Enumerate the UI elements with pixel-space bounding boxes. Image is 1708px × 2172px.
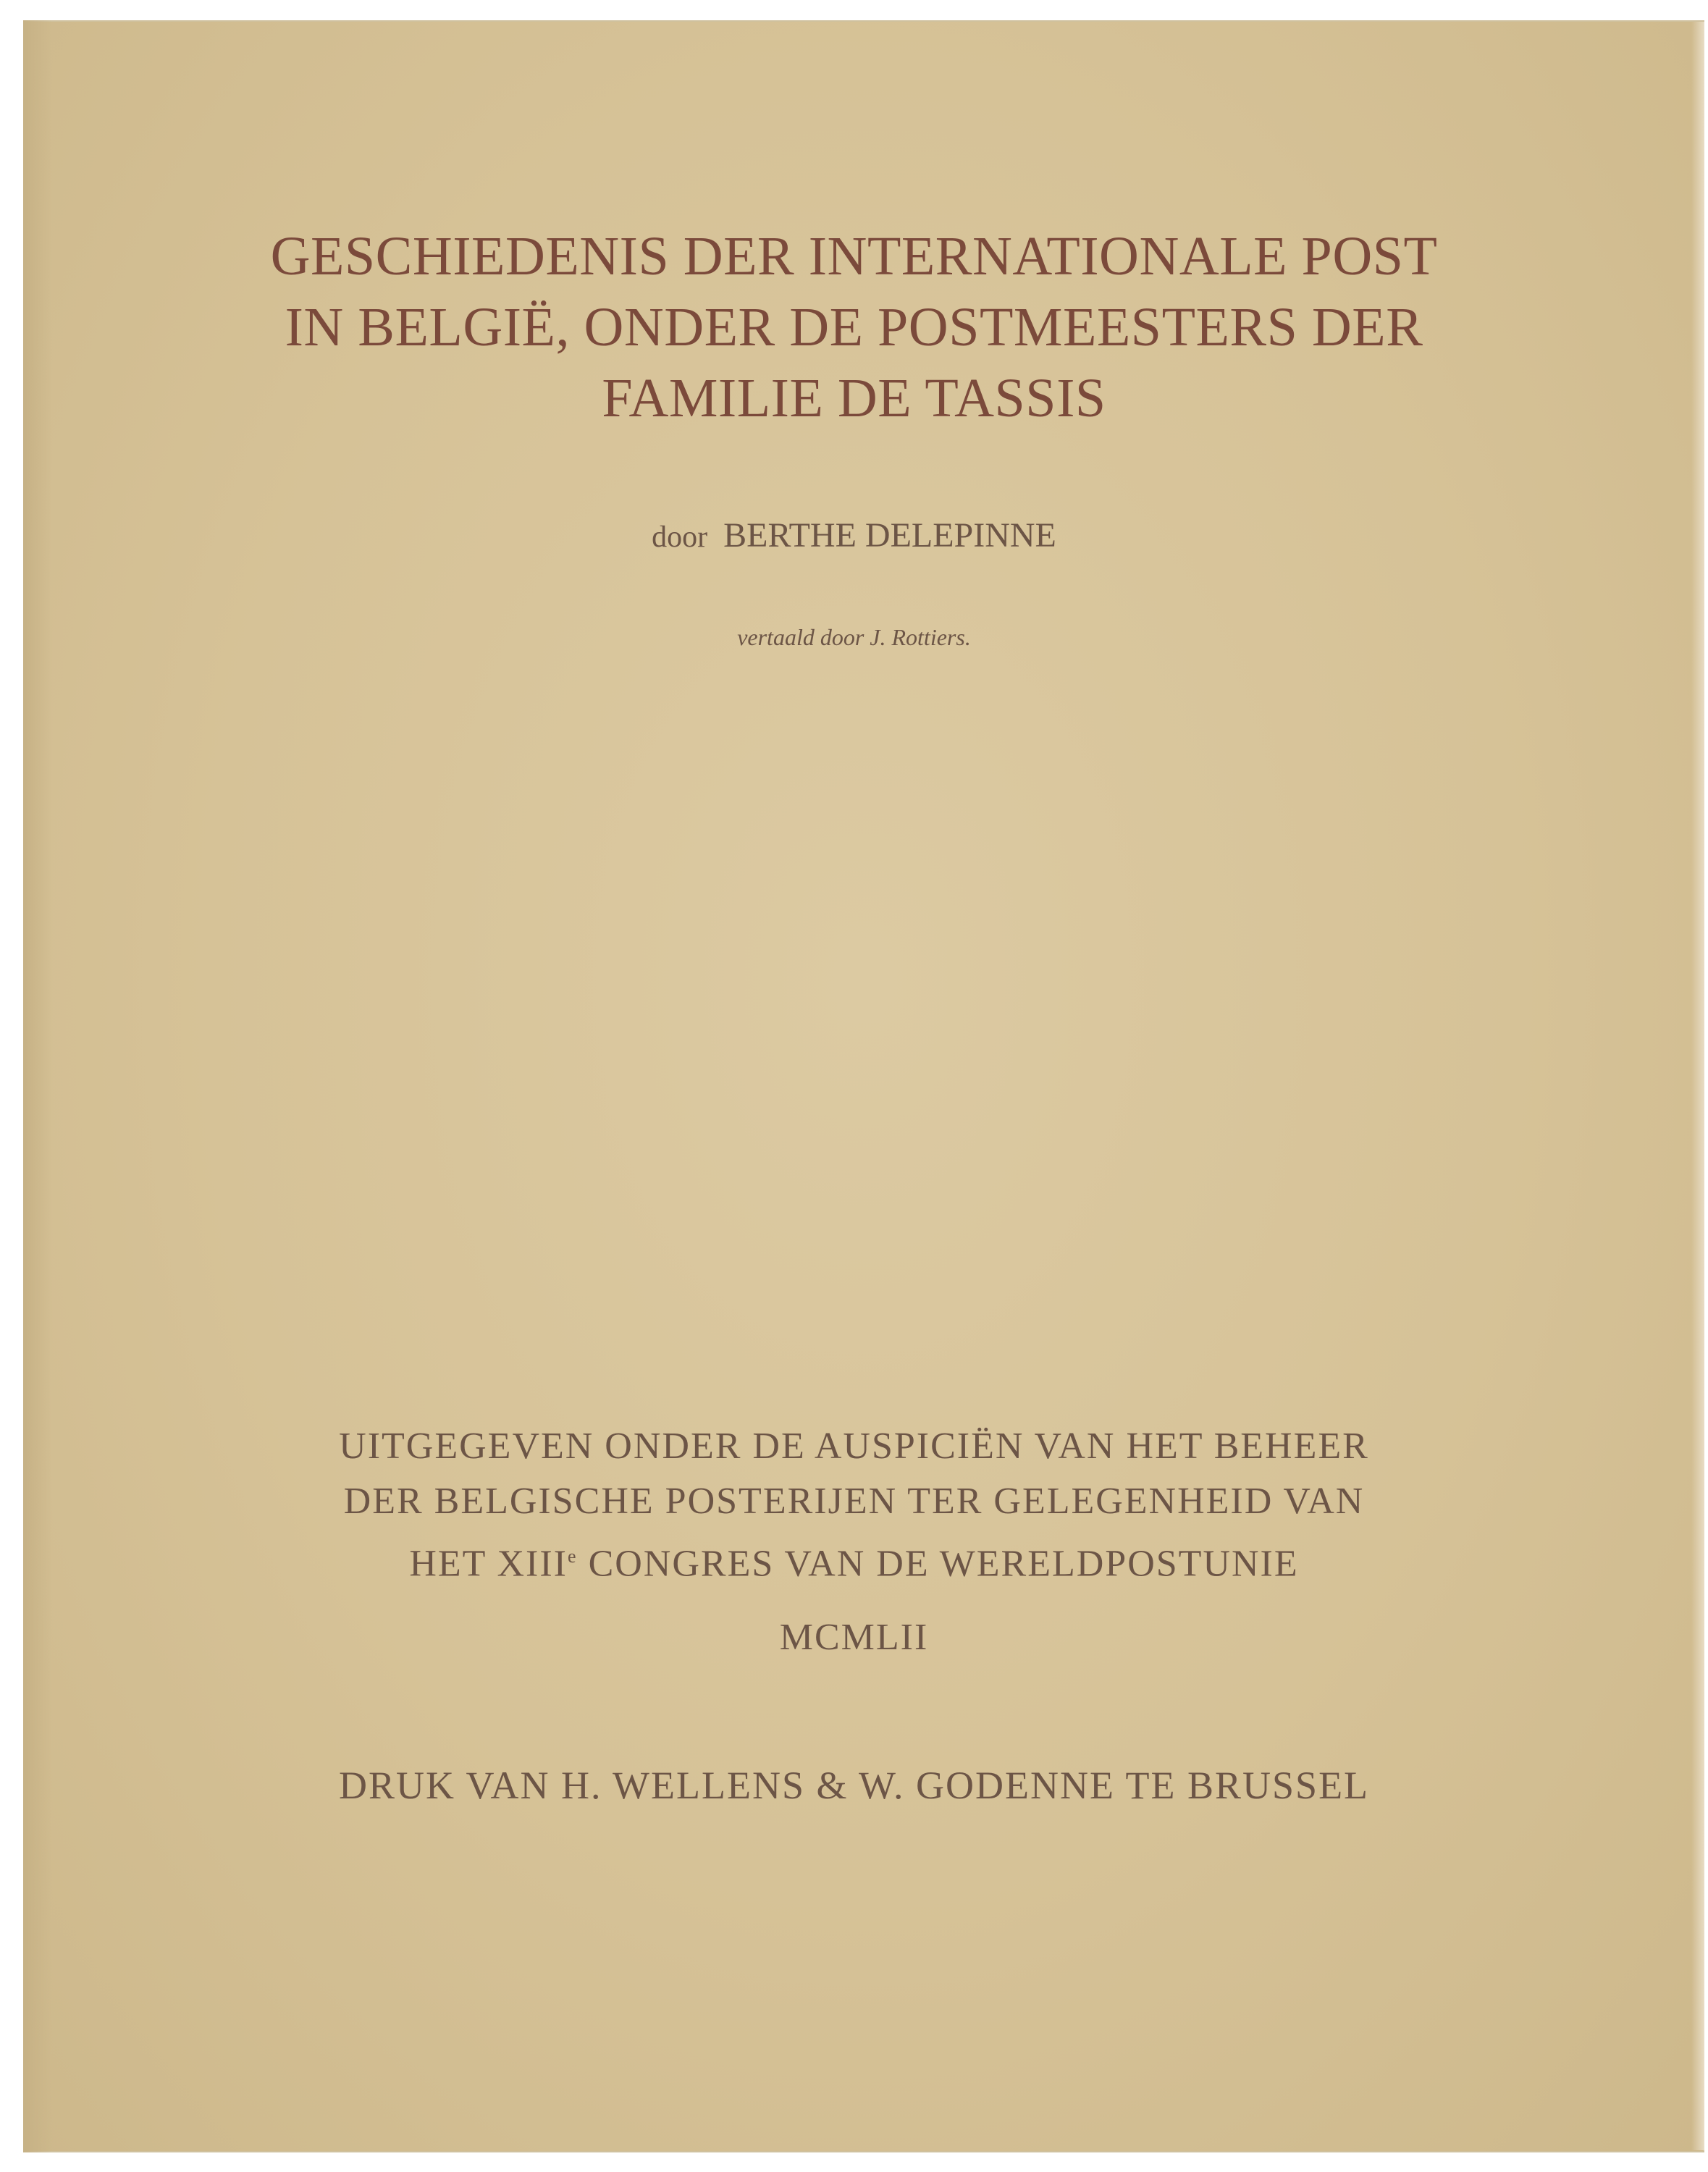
publisher-statement — [0, 1419, 1708, 1591]
publisher-line-2: DER BELGISCHE POSTERIJEN TER GELEGENHEID VAN — [343, 1481, 1365, 1522]
publisher-line-1: UITGEGEVEN ONDER DE AUSPICIËN VAN HET BEHEER — [339, 1426, 1369, 1467]
congress-number: HET XIII — [409, 1543, 568, 1585]
author-prefix: door — [652, 521, 708, 554]
author-line — [0, 515, 1708, 555]
title-line-3: FAMILIE DE TASSIS — [602, 368, 1106, 429]
author-name: BERTHE DELEPINNE — [723, 516, 1056, 555]
book-title — [0, 221, 1708, 434]
title-line-2: IN BELGIË, ONDER DE POSTMEESTERS DER — [285, 297, 1423, 358]
congress-text: CONGRES VAN DE WERELDPOSTUNIE — [577, 1543, 1299, 1585]
translator-line: vertaald door J. Rottiers. — [737, 624, 971, 650]
publication-year: MCMLII — [779, 1617, 929, 1658]
title-line-1: GESCHIEDENIS DER INTERNATIONALE POST — [270, 226, 1438, 287]
publisher-line-3 — [0, 1529, 1708, 1591]
ordinal-suffix: e — [568, 1546, 578, 1567]
printer-line: DRUK VAN H. WELLENS & W. GODENNE TE BRUSSEL — [338, 1764, 1370, 1807]
